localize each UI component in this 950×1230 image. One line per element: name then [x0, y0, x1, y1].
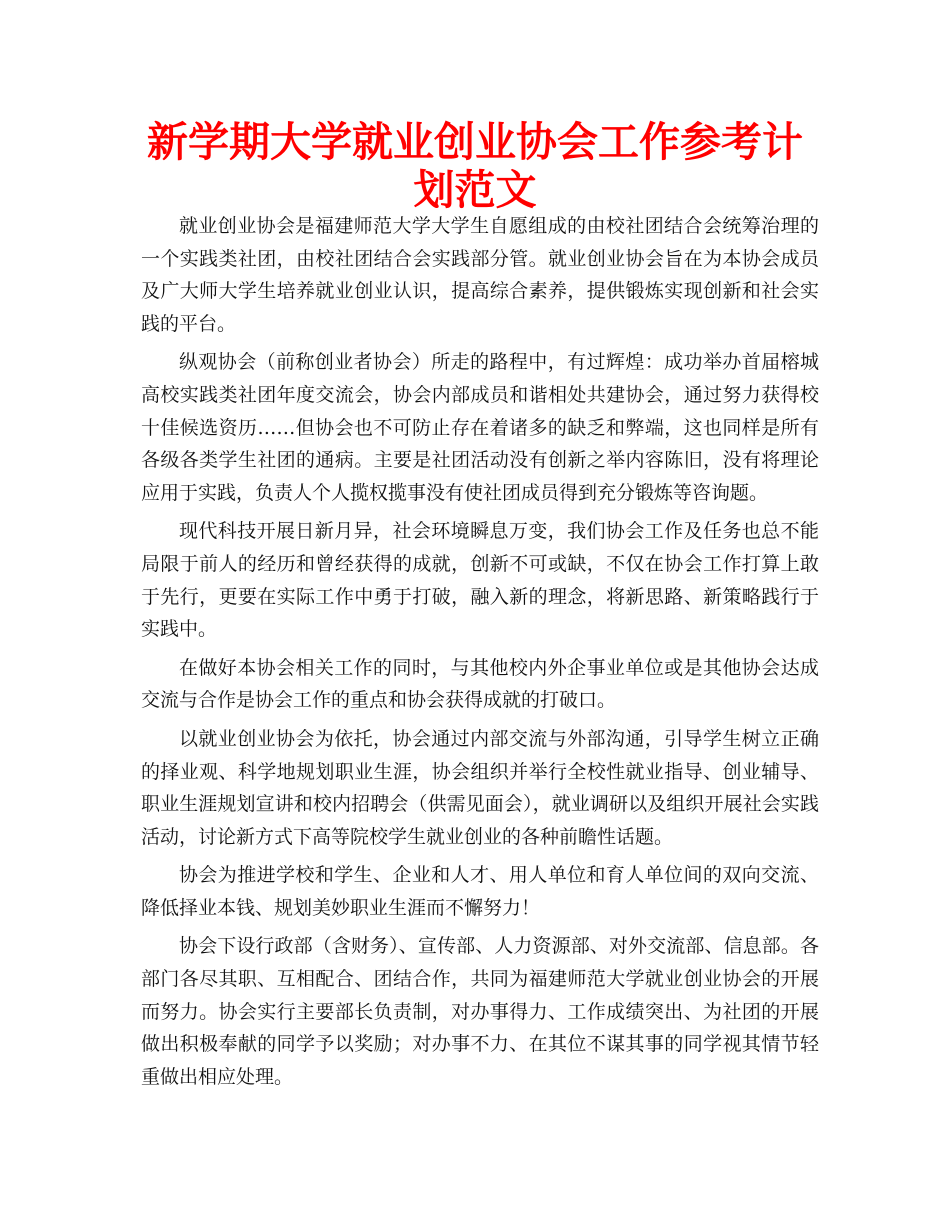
- paragraph-3: 现代科技开展日新月异，社会环境瞬息万变，我们协会工作及任务也总不能局限于前人的经历和曾经获得的成就，创新不可或缺，不仅在协会工作打算上敢于先行，更要在实际工作中勇于打破，融入新的理念，将新思路、新策略践行于实践中。: [141, 520, 819, 641]
- paragraph-1: 就业创业协会是福建师范大学大学生自愿组成的由校社团结合会统筹治理的一个实践类社团，由校社团结合会实践部分管。就业创业协会旨在为本协会成员及广大师大学生培养就业创业认识，提高综合素养，提供锻炼实现创新和社会实践的平台。: [141, 215, 819, 335]
- paragraph-2: 纵观协会（前称创业者协会）所走的路程中，有过辉煌：成功举办首届榕城高校实践类社团年度交流会，协会内部成员和谐相处共建协会，通过努力获得校十佳候选资历……但协会也不可防止存在着诸多的缺乏和弊端，这也同样是所有各级各类学生社团的通病。主要是社团活动没有创新之举内容陈旧，没有将理论应用于实践，负责人个人揽权揽事没有使社团成员得到充分锻炼等咨询题。: [141, 351, 819, 504]
- paragraph-5: 以就业创业协会为依托，协会通过内部交流与外部沟通，引导学生树立正确的择业观、科学地规划职业生涯，协会组织并举行全校性就业指导、创业辅导、职业生涯规划宣讲和校内招聘会（供需见面会），就业调研以及组织开展社会实践活动，讨论新方式下高等院校学生就业创业的各种前瞻性话题。: [141, 727, 819, 848]
- paragraph-4: 在做好本协会相关工作的同时，与其他校内外企事业单位或是其他协会达成交流与合作是协会工作的重点和协会获得成就的打破口。: [141, 656, 819, 712]
- paragraph-6: 协会为推进学校和学生、企业和人才、用人单位和育人单位间的双向交流、降低择业本钱、规划美妙职业生涯而不懈努力！: [141, 864, 819, 919]
- document-title: 新学期大学就业创业协会工作参考计划范文: [147, 118, 803, 214]
- paragraph-7: 协会下设行政部（含财务）、宣传部、人力资源部、对外交流部、信息部。各部门各尽其职、互相配合、团结合作，共同为福建师范大学就业创业协会的开展而努力。协会实行主要部长负责制，对办事得力、工作成绩突出、为社团的开展做出积极奉献的同学予以奖励；对办事不力、在其位不谋其事的同学视其情节轻重做出相应处理。: [141, 935, 819, 1088]
- document-body: [141, 210, 819, 1099]
